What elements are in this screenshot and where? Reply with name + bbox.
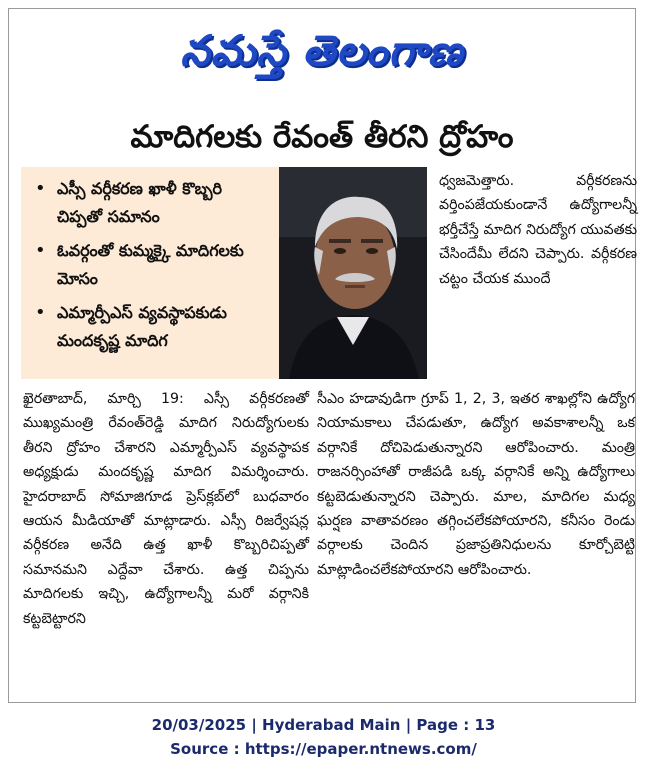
highlight-item (35, 175, 269, 231)
clipping-frame (8, 8, 636, 703)
edition-info: 20/03/2025 | Hyderabad Main | Page : 13 (151, 716, 496, 734)
highlight-text: ఎస్సీ వర్గీకరణ ఖాళీ కొబ్బరి చిప్పతో సమానం (57, 179, 223, 226)
highlight-item (35, 299, 269, 355)
newspaper-masthead (9, 11, 635, 91)
bullet-icon: • (35, 240, 46, 261)
article-paragraph: ధ్వజమెత్తారు. వర్గీకరణను వర్తింపజేయకుండానే ఉద్యోగాలన్నీ భర్తీచేస్తే మాదిగ నిరుద్యోగ యువతకు చేసిందేమీ లేదని చెప్పారు. వర్గీకరణ చట్టం చేయక ముందే (439, 173, 637, 287)
speaker-portrait-icon (279, 167, 427, 379)
speaker-photo (279, 167, 427, 379)
article-column-left (23, 387, 309, 631)
article-paragraph: సీఎం హడావుడిగా గ్రూప్ 1, 2, 3, ఇతర శాఖల్లోని ఉద్యోగ నియామకాలు చేపడుతూ, ఉద్యోగ అవకాశాలన్నీ ఒక వర్గానికే దోచిపెడుతున్నారని ఆరోపించారు. మంత్రి రాజనర్సింహాతో రాజీపడి ఒక్క వర్గానికే అన్ని ఉద్యోగాలు కట్టబెడుతున్నారని చెప్పారు. మాల, మాదిగల మధ్య ఘర్షణ వాతావరణం తగ్గించలేకపోయారని, కనీసం రెండు వర్గాలకు చెందిన ప్రజాప్రతినిధులను కూర్చోబెట్టి మాట్లాడించలేకపోయారని ఆరోపించారు. (317, 391, 635, 578)
highlight-text: ఎమ్మార్పీఎస్ వ్యవస్థాపకుడు మందకృష్ణ మాదిగ (57, 303, 227, 350)
highlights-box (21, 167, 279, 379)
source-line: Source : https://epaper.ntnews.com/ (170, 740, 477, 758)
article-column-right-top (439, 169, 637, 291)
article-headline: మాదిగలకు రేవంత్ తీరని ద్రోహం (130, 119, 514, 155)
bullet-icon: • (35, 302, 46, 323)
highlight-text: ఓవర్గంతో కుమ్మక్కై మాదిగలకు మోసం (57, 241, 244, 288)
masthead-title: నమస్తే తెలంగాణ (180, 26, 464, 75)
bullet-icon: • (35, 178, 46, 199)
article-column-right (317, 387, 635, 582)
highlight-item (35, 237, 269, 293)
article-paragraph: ఖైరతాబాద్, మార్చి 19: ఎస్సీ వర్గీకరణతో ముఖ్యమంత్రి రేవంత్‌రెడ్డి మాదిగ నిరుద్యోగులకు తీరని ద్రోహం చేశారని ఎమ్మార్పీఎస్ వ్యవస్థాపక అధ్యక్షుడు మందకృష్ణ మాదిగ విమర్శించారు. హైదరాబాద్ సోమాజిగూడ ప్రెస్‌క్లబ్‌లో బుధవారం ఆయన మీడియాతో మాట్లాడారు. ఎస్సీ రిజర్వేషన్ల వర్గీకరణ అనేది ఉత్త ఖాళీ కొబ్బరిచిప్పతో సమానమని ఎద్దేవా చేశారు. ఉత్త చిప్పను మాదిగలకు ఇచ్చి, ఉద్యోగాలన్నీ మరో వర్గానికి కట్టబెట్టారని (23, 391, 309, 627)
